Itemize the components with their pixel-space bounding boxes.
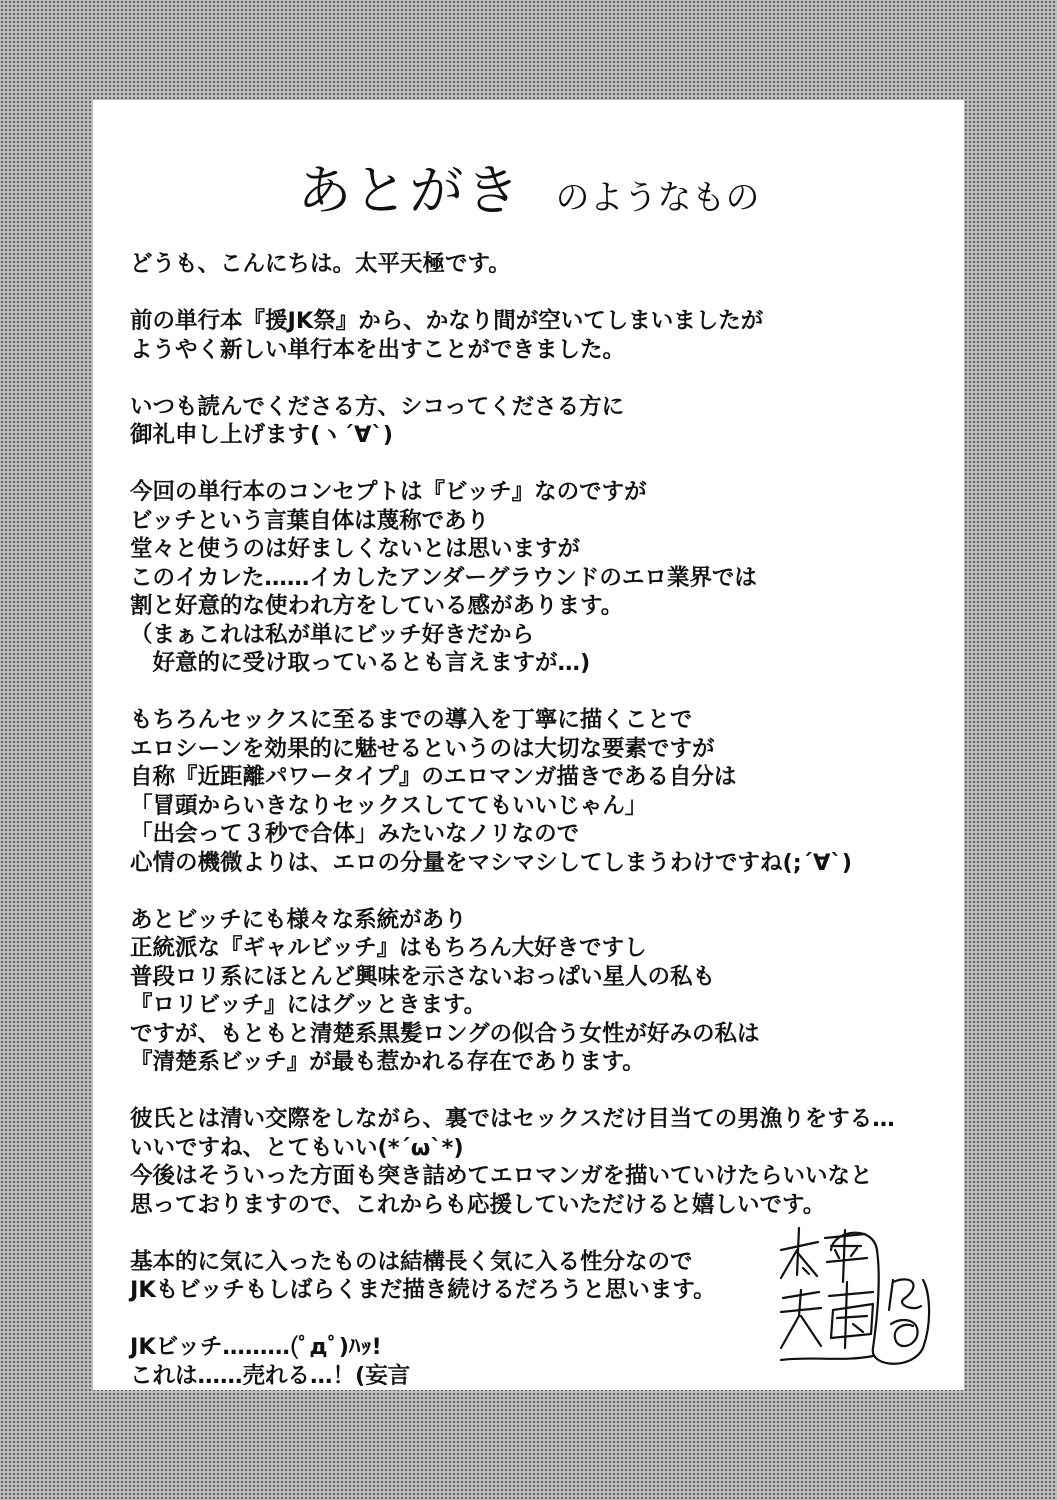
text-line: 割と好意的な使われ方をしている感があります。 <box>130 593 624 619</box>
afterword-page <box>93 100 964 1390</box>
text-line: いつも読んでくださる方、シコってくださる方に <box>130 393 625 420</box>
text-line: 好意的に受け取っているとも言えますが…) <box>130 650 591 676</box>
text-line: 彼氏とは清い交際をしながら、裏ではセックスだけ目当ての男漁りをする… <box>130 1106 895 1132</box>
text-line: 正統派な『ギャルビッチ』はもちろん大好きですし <box>130 935 647 961</box>
text-line: あとビッチにも様々な系統があり <box>130 906 467 933</box>
text-line: このイカレた……イカしたアンダーグラウンドのエロ業界では <box>130 564 757 591</box>
text-line: 御礼申し上げます(ヽ´∀`) <box>130 422 393 448</box>
text-line: （まぁこれは私が単にビッチ好きだから <box>130 621 535 648</box>
text-line: もちろんセックスに至るまでの導入を丁寧に描くことで <box>130 707 693 733</box>
text-line: JKもビッチもしばらくまだ描き続けるだろうと思います。 <box>130 1277 716 1303</box>
text-line: エロシーンを効果的に魅せるというのは大切な要素ですが <box>130 735 715 762</box>
author-signature <box>773 1220 948 1370</box>
text-line: どうも、こんにちは。太平天極です。 <box>130 251 511 277</box>
text-line: 前の単行本『援JK祭』から、かなり間が空いてしまいましたが <box>130 308 764 334</box>
paragraph <box>130 250 950 279</box>
text-line: 「出会って３秒で合体」みたいなノリなので <box>130 821 580 847</box>
text-line: 自称『近距離パワータイプ』のエロマンガ描きである自分は <box>130 764 737 790</box>
text-line: 今回の単行本のコンセプトは『ビッチ』なのですが <box>130 479 647 505</box>
text-line: いいですね、とてもいい(*´ω`*) <box>130 1134 464 1161</box>
title-main: あとがき <box>297 159 522 222</box>
page-title <box>93 148 964 225</box>
paragraph <box>130 478 950 678</box>
text-line: 堂々と使うのは好ましくないとは思いますが <box>130 536 581 562</box>
text-line: これは……売れる…！(妄言 <box>130 1362 411 1389</box>
paragraph <box>130 906 950 1077</box>
text-line: 「冒頭からいきなりセックスしててもいいじゃん」 <box>130 792 648 819</box>
text-line: 『清楚系ビッチ』が最も惹かれる存在であります。 <box>130 1049 645 1075</box>
text-line: 基本的に気に入ったものは結構長く気に入る性分なので <box>130 1248 693 1275</box>
paragraph <box>130 307 950 364</box>
text-line: 『ロリビッチ』にはグッときます。 <box>130 992 487 1018</box>
text-line: 普段ロリ系にほとんど興味を示さないおっぱい星人の私も <box>130 963 716 990</box>
text-line: ようやく新しい単行本を出すことができました。 <box>130 336 626 363</box>
paragraph <box>130 1105 950 1219</box>
text-line: 思っておりますので、これからも応援していただけると嬉しいです。 <box>130 1191 826 1218</box>
paragraph <box>130 706 950 877</box>
paragraph <box>130 393 950 450</box>
text-line: 心情の機微よりは、エロの分量をマシマシしてしまうわけですね(;´∀`) <box>130 849 852 876</box>
text-line: ですが、もともと清楚系黒髪ロングの似合う女性が好みの私は <box>130 1020 760 1047</box>
text-line: JKビッチ………(ﾟдﾟ)ﾊｯ! <box>130 1334 382 1360</box>
text-line: ビッチという言葉自体は蔑称であり <box>130 507 490 534</box>
text-line: 今後はそういった方面も突き詰めてエロマンガを描いていけたらいいなと <box>130 1163 873 1189</box>
title-sub: のようなもの <box>555 178 760 218</box>
